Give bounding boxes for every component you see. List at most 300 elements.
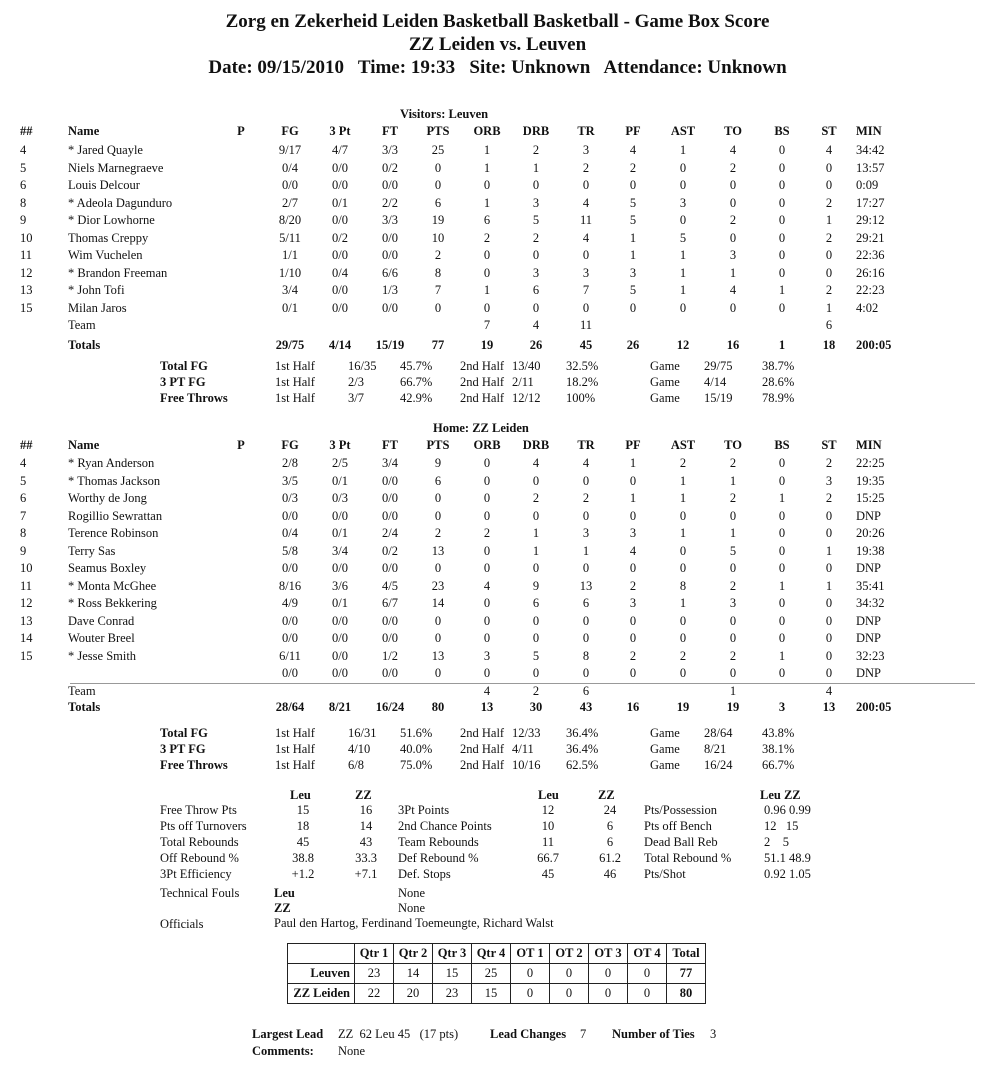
stat-cell: 2/5 xyxy=(332,456,348,470)
stat-cell: 29:12 xyxy=(856,213,885,227)
stat-cell: 0 xyxy=(532,613,540,628)
stat-cell: 0 xyxy=(434,300,442,315)
shooting-cell: 28/64 xyxy=(704,726,733,740)
stat-cell: 0 xyxy=(434,561,442,575)
stat-cell: 0 xyxy=(483,473,491,488)
technical-fouls-zz-value: None xyxy=(398,901,426,915)
stat-cell: 5 xyxy=(629,213,637,227)
shooting-cell: Free Throws xyxy=(160,391,228,405)
stat-cell: 15 xyxy=(20,648,33,663)
stat-cell: 0 xyxy=(483,631,491,645)
shooting-cell: 66.7% xyxy=(400,375,433,389)
quarter-cell: 25 xyxy=(472,964,511,984)
stat-cell: 2 xyxy=(679,648,687,663)
stat-cell: 3 xyxy=(729,596,737,610)
column-header: TR xyxy=(577,124,595,138)
team-stat-label: Pts/Shot xyxy=(644,867,686,881)
stat-cell: 0/0 xyxy=(282,508,298,523)
shooting-cell: 16/35 xyxy=(348,359,377,373)
stat-cell: 0/0 xyxy=(332,178,348,192)
stat-cell: 2/8 xyxy=(282,456,298,470)
stat-cell: 3/6 xyxy=(332,578,348,593)
stat-cell: 1/10 xyxy=(278,265,302,280)
stat-cell: 1 xyxy=(629,456,637,470)
officials-value: Paul den Hartog, Ferdinand Toemeungte, Richard Walst xyxy=(274,916,554,930)
stat-cell: 0 xyxy=(532,508,540,523)
stat-cell: Milan Jaros xyxy=(68,300,127,315)
shooting-cell: 2nd Half xyxy=(460,742,505,756)
stat-cell: 28/64 xyxy=(275,700,305,714)
team-stat-value: 12 xyxy=(541,803,555,817)
stat-cell: 4 xyxy=(825,143,833,157)
column-header: TO xyxy=(724,124,742,138)
shooting-cell: 43.8% xyxy=(762,726,795,740)
stat-cell: 4/14 xyxy=(328,337,352,352)
team-stat-value: 46 xyxy=(603,867,617,881)
stat-cell: 3 xyxy=(629,265,637,280)
team-stat-label: 2nd Chance Points xyxy=(398,819,492,833)
stat-cell: 0 xyxy=(825,631,833,645)
stat-cell: * Adeola Dagunduro xyxy=(68,195,173,210)
team-stat-value: 12 15 xyxy=(764,819,799,833)
quarter-total-cell: 80 xyxy=(667,984,706,1004)
column-header: ORB xyxy=(473,438,501,452)
stat-cell: 19 xyxy=(726,700,740,714)
stat-cell: 1 xyxy=(483,160,491,175)
column-header: MIN xyxy=(856,124,882,138)
stat-cell: 0 xyxy=(582,300,590,315)
stat-cell: 5 xyxy=(532,648,540,663)
quarter-cell: 14 xyxy=(394,964,433,984)
stat-cell: 0 xyxy=(825,178,833,192)
stat-cell: 0 xyxy=(629,508,637,523)
stat-cell: 0 xyxy=(483,666,491,680)
stat-cell: 0/0 xyxy=(382,666,398,680)
stat-cell: 2 xyxy=(434,248,442,262)
quarter-cell: 0 xyxy=(589,984,628,1004)
column-header: DRB xyxy=(522,438,550,452)
stat-cell: 0/0 xyxy=(282,561,298,575)
stat-cell: 1 xyxy=(679,491,687,505)
stat-cell: 34:32 xyxy=(856,596,885,610)
stat-cell: 4 xyxy=(483,683,491,698)
stat-cell: 1 xyxy=(729,473,737,488)
column-header: 3 Pt xyxy=(329,438,351,452)
shooting-cell: 1st Half xyxy=(275,359,315,373)
stat-cell: 0 xyxy=(729,230,737,245)
stat-cell: 4 xyxy=(20,143,27,157)
stat-cell: 4/7 xyxy=(332,143,348,157)
stat-cell: 0/0 xyxy=(332,300,348,315)
stat-cell: 13 xyxy=(579,578,593,593)
stat-cell: 0 xyxy=(825,160,833,175)
column-header: PTS xyxy=(426,438,450,452)
stat-cell: 0/0 xyxy=(382,631,398,645)
stat-cell: 1/2 xyxy=(382,648,398,663)
shooting-cell: 100% xyxy=(566,391,596,405)
stat-cell: 6/7 xyxy=(382,596,398,610)
stat-cell: 6 xyxy=(532,596,540,610)
quarter-cell: 15 xyxy=(472,984,511,1004)
shooting-cell: Game xyxy=(650,726,680,740)
stat-cell: 22:25 xyxy=(856,456,885,470)
stat-cell: 22:23 xyxy=(856,283,885,297)
stat-cell: 0 xyxy=(825,648,833,663)
stat-cell: 5 xyxy=(20,473,27,488)
stat-cell: Totals xyxy=(68,337,101,352)
team-stat-value: 43 xyxy=(359,835,373,849)
stat-cell: 0 xyxy=(729,613,737,628)
stat-cell: 30 xyxy=(529,700,543,714)
stat-cell: 1 xyxy=(532,526,540,540)
technical-fouls-label: Technical Fouls xyxy=(160,886,240,900)
stat-cell: 7 xyxy=(20,508,27,523)
stat-cell: 5 xyxy=(679,230,687,245)
stat-cell: 0 xyxy=(729,508,737,523)
stat-cell: 0 xyxy=(778,526,786,540)
team-stat-value: 14 xyxy=(359,819,373,833)
stat-cell: DNP xyxy=(856,508,882,523)
stat-cell: DNP xyxy=(856,631,882,645)
stat-cell: 26 xyxy=(529,337,543,352)
stat-cell: 26 xyxy=(626,337,640,352)
column-header: FG xyxy=(281,438,299,452)
stat-cell: 0/0 xyxy=(332,631,348,645)
stat-cell: 4 xyxy=(729,143,737,157)
stat-cell: 22:36 xyxy=(856,248,885,262)
stat-cell: 12 xyxy=(676,337,690,352)
stat-cell: 4/5 xyxy=(382,578,398,593)
stat-cell: 0 xyxy=(778,178,786,192)
stat-cell: 0 xyxy=(825,508,833,523)
stat-cell: Terence Robinson xyxy=(68,526,159,540)
stat-cell: 0/0 xyxy=(382,508,398,523)
shooting-cell: 3 PT FG xyxy=(160,742,206,756)
stat-cell: 0 xyxy=(778,213,786,227)
stat-cell: 2 xyxy=(729,160,737,175)
stat-cell: 3 xyxy=(629,596,637,610)
column-header: 3 Pt xyxy=(329,124,351,138)
stat-cell: 0/1 xyxy=(332,526,348,540)
stat-cell: 1/1 xyxy=(282,248,298,262)
shooting-cell: 36.4% xyxy=(566,726,599,740)
team-stat-value: 0.92 1.05 xyxy=(764,867,811,881)
stat-cell: 1 xyxy=(679,596,687,610)
stat-cell: 3 xyxy=(582,143,590,157)
team-stat-label: Pts off Bench xyxy=(644,819,712,833)
quarter-cell: 0 xyxy=(628,964,667,984)
stat-cell: 7 xyxy=(483,318,491,332)
stat-cell: 0 xyxy=(778,265,786,280)
stat-cell: * Ryan Anderson xyxy=(68,456,155,470)
team-stats-col-zz: ZZ xyxy=(355,788,372,802)
stat-cell: * Brandon Freeman xyxy=(68,265,168,280)
stat-cell: 4 xyxy=(629,143,637,157)
stat-cell: 0/0 xyxy=(282,178,298,192)
stat-cell: 0 xyxy=(679,561,687,575)
stat-cell: 0 xyxy=(778,300,786,315)
shooting-cell: 45.7% xyxy=(400,359,433,373)
stat-cell: 19:35 xyxy=(856,473,885,488)
stat-cell: 6 xyxy=(434,473,442,488)
team-stat-value: 15 xyxy=(296,803,310,817)
stat-cell: 2 xyxy=(729,213,737,227)
stat-cell: 8 xyxy=(582,648,590,663)
stat-cell: 0 xyxy=(729,631,737,645)
stat-cell: 2 xyxy=(532,143,540,157)
shooting-cell: 2/11 xyxy=(512,375,534,389)
quarter-cell: 15 xyxy=(433,964,472,984)
stat-cell: 0 xyxy=(582,178,590,192)
quarter-header-cell: Qtr 4 xyxy=(472,944,511,964)
stat-cell: 8 xyxy=(20,195,27,210)
stat-cell: 0/0 xyxy=(332,613,348,628)
stat-cell: 4:02 xyxy=(856,300,879,315)
stat-cell: 0 xyxy=(778,248,786,262)
report-title-3: Date: 09/15/2010 Time: 19:33 Site: Unknown Attendance: Unknown xyxy=(208,57,787,78)
column-header: ## xyxy=(20,438,33,452)
column-header: AST xyxy=(670,124,696,138)
quarter-header-cell: Qtr 1 xyxy=(355,944,394,964)
stat-cell: 13 xyxy=(431,648,445,663)
column-header: Name xyxy=(68,124,100,138)
stat-cell: Rogillio Sewrattan xyxy=(68,508,163,523)
stat-cell: 12 xyxy=(20,265,33,280)
stat-cell: Worthy de Jong xyxy=(68,491,147,505)
shooting-cell: 2nd Half xyxy=(460,726,505,740)
stat-cell: 0 xyxy=(483,596,491,610)
stat-cell: 0/1 xyxy=(332,195,348,210)
stat-cell: 4 xyxy=(729,283,737,297)
stat-cell: 3 xyxy=(483,648,491,663)
stat-cell: 4/9 xyxy=(282,596,298,610)
stat-cell: 1 xyxy=(679,526,687,540)
stat-cell: 0 xyxy=(679,631,687,645)
shooting-cell: 29/75 xyxy=(704,359,733,373)
team-stat-label: Dead Ball Reb xyxy=(644,835,718,849)
stat-cell: 9 xyxy=(20,213,27,227)
shooting-cell: 1st Half xyxy=(275,758,315,772)
stat-cell: 0 xyxy=(582,248,590,262)
team-stat-value: 33.3 xyxy=(355,851,377,865)
quarter-header-row xyxy=(288,944,706,964)
shooting-cell: 2nd Half xyxy=(460,391,505,405)
quarter-header-cell: OT 4 xyxy=(628,944,667,964)
stat-cell: 6 xyxy=(434,195,442,210)
stat-cell: 8 xyxy=(20,526,27,540)
stat-cell: Wim Vuchelen xyxy=(68,248,143,262)
stat-cell: 0 xyxy=(582,508,590,523)
stat-cell: 0 xyxy=(434,613,442,628)
stat-cell: 0 xyxy=(483,178,491,192)
stat-cell: 0/0 xyxy=(282,631,298,645)
stat-cell: 3 xyxy=(679,195,687,210)
stat-cell: 0/4 xyxy=(282,526,298,540)
stat-cell: 3/4 xyxy=(282,283,298,297)
stat-cell: 0 xyxy=(729,178,737,192)
stat-cell: 0 xyxy=(778,473,786,488)
column-header: ST xyxy=(821,124,837,138)
stat-cell: 0 xyxy=(582,473,590,488)
stat-cell: 0 xyxy=(582,666,590,680)
stat-cell: 0 xyxy=(483,265,491,280)
stat-cell: * Ross Bekkering xyxy=(68,596,157,610)
stat-cell: 2 xyxy=(629,160,637,175)
stat-cell: 0/0 xyxy=(332,160,348,175)
quarter-cell: 0 xyxy=(628,984,667,1004)
stat-cell: Team xyxy=(68,683,96,698)
quarter-cell: 20 xyxy=(394,984,433,1004)
shooting-cell: 16/24 xyxy=(704,758,733,772)
quarter-header-cell: OT 1 xyxy=(511,944,550,964)
stat-cell: 0 xyxy=(483,561,491,575)
stat-cell: 8/21 xyxy=(328,700,352,714)
stat-cell: 0/4 xyxy=(332,265,348,280)
stat-cell: 2 xyxy=(679,456,687,470)
stat-cell: 0 xyxy=(434,178,442,192)
stat-cell: 7 xyxy=(582,283,590,297)
stat-cell: DNP xyxy=(856,666,882,680)
comments-label: Comments: xyxy=(252,1044,314,1058)
stat-cell: 200:05 xyxy=(856,700,892,714)
stat-cell: 11 xyxy=(20,248,33,262)
stat-cell: 1 xyxy=(729,526,737,540)
column-header: AST xyxy=(670,438,696,452)
stat-cell: 1 xyxy=(825,213,833,227)
quarter-header-cell: Total xyxy=(667,944,706,964)
stat-cell: 0/4 xyxy=(282,160,298,175)
shooting-cell: 6/8 xyxy=(348,758,364,772)
team-stat-value: 45 xyxy=(541,867,555,881)
team-stat-label: Team Rebounds xyxy=(398,835,479,849)
stat-cell: 1 xyxy=(582,543,590,558)
technical-fouls-leu-value: None xyxy=(398,886,426,900)
team-stat-label: Pts off Turnovers xyxy=(160,819,247,833)
shooting-cell: 1st Half xyxy=(275,391,315,405)
stat-cell: 2 xyxy=(729,578,737,593)
stat-cell: 4 xyxy=(532,456,540,470)
stat-cell: 0 xyxy=(778,160,786,175)
stat-cell: 1 xyxy=(483,195,491,210)
stat-cell: 16 xyxy=(626,700,640,714)
stat-cell: 5 xyxy=(729,543,737,558)
stat-cell: 0/0 xyxy=(382,491,398,505)
stat-cell: 1 xyxy=(778,283,786,297)
stat-cell: 0 xyxy=(778,561,786,575)
stat-cell: 0 xyxy=(679,300,687,315)
shooting-cell: 3 PT FG xyxy=(160,375,206,389)
report-title-1: Zorg en Zekerheid Leiden Basketball Basketball - Game Box Score xyxy=(225,11,770,32)
stat-cell: 0 xyxy=(582,631,590,645)
stat-cell: 2/4 xyxy=(382,526,398,540)
team-stat-label: Pts/Possession xyxy=(644,803,717,817)
shooting-cell: 13/40 xyxy=(512,359,541,373)
stat-cell: 0 xyxy=(434,666,442,680)
stat-cell: 1 xyxy=(825,543,833,558)
stat-cell: 1 xyxy=(532,160,540,175)
shooting-cell: Total FG xyxy=(160,359,208,373)
stat-cell: 0 xyxy=(483,300,491,315)
team-stat-value: 11 xyxy=(541,835,555,849)
shooting-cell: 32.5% xyxy=(566,359,599,373)
shooting-cell: 36.4% xyxy=(566,742,599,756)
stat-cell: 0/0 xyxy=(382,230,398,245)
stat-cell: 0 xyxy=(825,613,833,628)
column-header: PF xyxy=(625,124,641,138)
stat-cell: 6 xyxy=(483,213,491,227)
stat-cell: 0 xyxy=(629,666,637,680)
team-stat-value: 61.2 xyxy=(599,851,621,865)
shooting-cell: Game xyxy=(650,375,680,389)
column-header: FG xyxy=(281,124,299,138)
shooting-cell: 16/31 xyxy=(348,726,377,740)
stat-cell: 29/75 xyxy=(275,337,305,352)
stat-cell: 3/4 xyxy=(332,543,348,558)
stat-cell: 0 xyxy=(532,666,540,680)
stat-cell: 14 xyxy=(431,596,445,610)
stat-cell: 9 xyxy=(532,578,540,593)
team-stat-value: 38.8 xyxy=(292,851,314,865)
stat-cell: 0 xyxy=(434,491,442,505)
column-header: MIN xyxy=(856,438,882,452)
stat-cell: 19 xyxy=(431,213,445,227)
stat-cell: 0 xyxy=(729,195,737,210)
stat-cell: 2 xyxy=(582,491,590,505)
stat-cell: 0 xyxy=(532,631,540,645)
shooting-cell: Game xyxy=(650,758,680,772)
quarter-score-table xyxy=(287,943,706,1004)
stat-cell: 10 xyxy=(20,230,33,245)
stat-cell: 19 xyxy=(480,337,494,352)
stat-cell: 6/6 xyxy=(382,265,398,280)
stat-cell: 0 xyxy=(629,631,637,645)
visitors-label: Visitors: Leuven xyxy=(400,107,489,121)
stat-cell: 0/0 xyxy=(282,613,298,628)
shooting-cell: 2nd Half xyxy=(460,375,505,389)
shooting-cell: Free Throws xyxy=(160,758,228,772)
column-header: TO xyxy=(724,438,742,452)
stat-cell: 0 xyxy=(729,666,737,680)
column-header: ST xyxy=(821,438,837,452)
stat-cell: 4 xyxy=(629,543,637,558)
stat-cell: Niels Marnegraeve xyxy=(68,160,164,175)
stat-cell: 2 xyxy=(629,648,637,663)
stat-cell: 0 xyxy=(629,613,637,628)
stat-cell: 4 xyxy=(20,456,27,470)
column-header: BS xyxy=(774,438,790,452)
stat-cell: 0 xyxy=(729,561,737,575)
column-header: BS xyxy=(774,124,790,138)
stat-cell: 0 xyxy=(532,300,540,315)
stat-cell: 3/3 xyxy=(382,143,398,157)
stat-cell: 14 xyxy=(20,631,33,645)
stat-cell: 15/19 xyxy=(375,337,405,352)
stat-cell: 6 xyxy=(825,318,833,332)
stat-cell: DNP xyxy=(856,561,882,575)
stat-cell: 1 xyxy=(778,337,786,352)
stat-cell: 0/2 xyxy=(382,160,398,175)
stat-cell: 0 xyxy=(679,666,687,680)
shooting-cell: 2/3 xyxy=(348,375,364,389)
shooting-cell: 1st Half xyxy=(275,375,315,389)
stat-cell: 25 xyxy=(431,143,445,157)
stat-cell: 0 xyxy=(532,178,540,192)
stat-cell: 2 xyxy=(483,230,491,245)
stat-cell: 0 xyxy=(825,666,833,680)
team-stat-label: Free Throw Pts xyxy=(160,803,237,817)
stat-cell: 4 xyxy=(825,683,833,698)
quarter-header-cell: Qtr 2 xyxy=(394,944,433,964)
